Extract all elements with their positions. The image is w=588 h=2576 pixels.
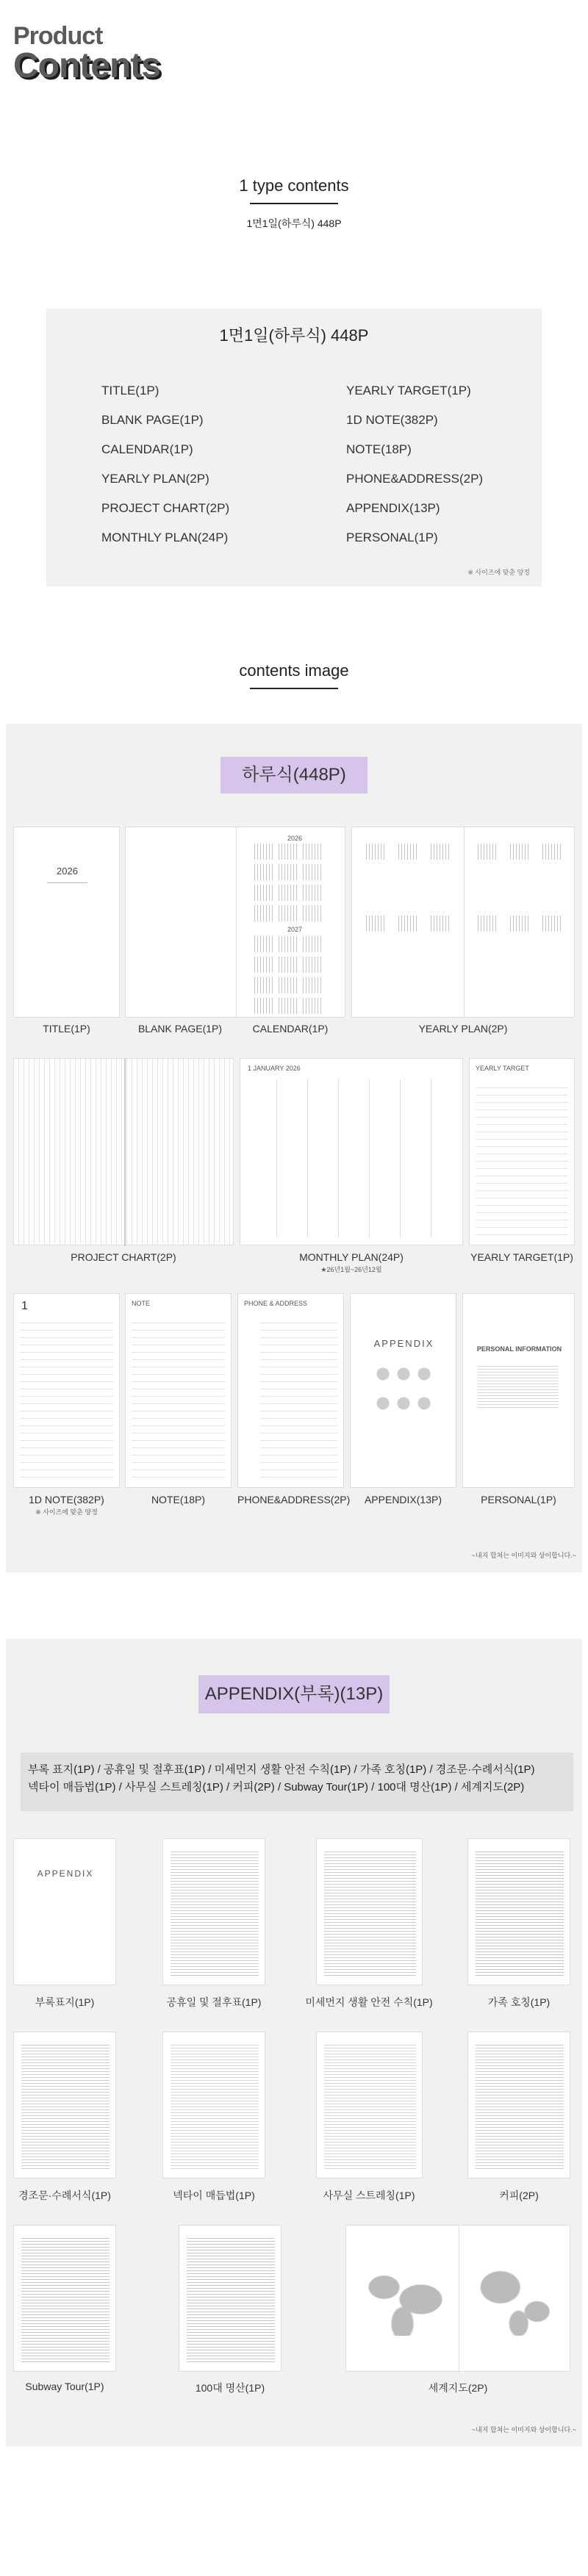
header-contents: Contents xyxy=(13,46,160,85)
appx-family-thumb xyxy=(467,1838,570,1985)
cap-1d-note-sub: ※ 사이즈에 맞춘 양정 xyxy=(35,1508,98,1516)
appendix-list-bar xyxy=(21,1752,573,1811)
appendix-thumb-head: APPENDIX xyxy=(373,1338,434,1349)
cap-yearly-target: YEARLY TARGET(1P) xyxy=(470,1251,573,1263)
monthly-plan-thumb xyxy=(240,1058,463,1245)
cap-appendix: APPENDIX(13P) xyxy=(364,1494,442,1505)
calendar-spread-thumb xyxy=(125,827,345,1018)
spec-item: YEARLY TARGET(1P) xyxy=(346,384,471,397)
spec-item: TITLE(1P) xyxy=(101,384,159,397)
appx-cap: 사무실 스트레칭(1P) xyxy=(323,2190,415,2201)
spec-left-list xyxy=(101,376,229,553)
appx-cap: Subway Tour(1P) xyxy=(25,2381,104,2392)
appx-cap: 경조문·수례서식(1P) xyxy=(18,2190,111,2201)
appx-cap: 부록표지(1P) xyxy=(35,1996,95,2008)
appx-holiday-thumb xyxy=(162,1838,265,1985)
cap-monthly-plan: MONTHLY PLAN(24P) xyxy=(299,1251,404,1263)
appendix-list-line2: 넥타이 매듭법(1P) / 사무실 스트레칭(1P) / 커피(2P) / Subway Tour(1P) / 100대 명산(1P) / 세계지도(2P) xyxy=(28,1781,525,1794)
note-thumb xyxy=(125,1293,232,1488)
appendix-footnote: ~내지 합쳐는 이미지와 상이합니다.~ xyxy=(471,2426,576,2433)
appx-cap: 공휴일 및 절후표(1P) xyxy=(166,1996,262,2008)
cap-1d-note: 1D NOTE(382P) xyxy=(29,1494,104,1505)
cal-year-2: 2027 xyxy=(287,926,303,933)
spec-item: YEARLY PLAN(2P) xyxy=(101,472,209,486)
appx-cap: 세계지도(2P) xyxy=(428,2382,488,2394)
project-chart-thumb xyxy=(13,1058,234,1245)
phone-head: PHONE & ADDRESS xyxy=(244,1300,308,1307)
appx-dust-thumb xyxy=(316,1838,423,1985)
spec-item: MONTHLY PLAN(24P) xyxy=(101,530,229,544)
note-head: NOTE xyxy=(132,1300,151,1307)
spec-box-title: 1면1일(하루식) 448P xyxy=(219,326,369,345)
spec-item: PROJECT CHART(2P) xyxy=(101,501,230,515)
cap-phone: PHONE&ADDRESS(2P) xyxy=(237,1494,351,1505)
spec-box-note: ※ 사이즈에 맞춘 양정 xyxy=(467,569,530,576)
spec-box xyxy=(46,309,542,586)
appx-cover-thumb xyxy=(13,1838,116,1985)
header-product: Product xyxy=(13,22,103,50)
cap-title: TITLE(1P) xyxy=(43,1023,90,1035)
appx-subway-thumb xyxy=(13,2225,116,2372)
title-page-year: 2026 xyxy=(57,866,78,877)
appx-coffee-thumb xyxy=(467,2032,570,2179)
appx-cap: 넥타이 매듭법(1P) xyxy=(173,2190,255,2201)
image-footnote: ~내지 합쳐는 이미지와 상이합니다.~ xyxy=(471,1552,576,1559)
appx-worldmap-thumb xyxy=(345,2225,570,2372)
appx-mountain-thumb xyxy=(179,2225,282,2372)
appx-cover-head: APPENDIX xyxy=(37,1868,94,1879)
cap-project-chart: PROJECT CHART(2P) xyxy=(71,1251,176,1263)
image-section-underline xyxy=(250,688,338,689)
spec-right-list xyxy=(346,376,483,553)
cap-personal: PERSONAL(1P) xyxy=(481,1494,556,1505)
cap-blank: BLANK PAGE(1P) xyxy=(137,1023,223,1035)
type-section-title: 1 type contents xyxy=(239,176,349,195)
spread-gutter xyxy=(236,827,237,1018)
cap-note: NOTE(18P) xyxy=(151,1494,206,1505)
cap-monthly-sub: ★26년1월~26년12월 xyxy=(320,1266,382,1273)
appendix-pill: APPENDIX(부록)(13P) xyxy=(198,1675,390,1713)
type-section-underline xyxy=(250,203,338,204)
title-page-thumb xyxy=(13,827,120,1018)
appendix-thumb xyxy=(350,1293,456,1488)
personal-thumb xyxy=(462,1293,575,1488)
spec-item: CALENDAR(1P) xyxy=(101,442,193,456)
appx-stretch-thumb xyxy=(316,2032,423,2179)
type-section-subtitle: 1면1일(하루식) 448P xyxy=(246,217,342,229)
spec-item: PERSONAL(1P) xyxy=(346,530,438,544)
personal-head: PERSONAL INFORMATION xyxy=(476,1345,562,1353)
appx-necktie-thumb xyxy=(162,2032,265,2179)
yearly-target-thumb xyxy=(469,1058,575,1245)
cap-calendar: CALENDAR(1P) xyxy=(252,1023,329,1035)
spec-item: APPENDIX(13P) xyxy=(346,501,440,515)
daily-note-thumb: 1 xyxy=(13,1293,120,1488)
appx-condolence-thumb xyxy=(13,2032,116,2179)
cap-yearly-plan: YEARLY PLAN(2P) xyxy=(418,1023,508,1035)
appx-cap: 미세먼지 생활 안전 수칙(1P) xyxy=(305,1996,433,2008)
appx-cap: 100대 명산(1P) xyxy=(195,2382,265,2394)
appendix-list-line1: 부록 표지(1P) / 공휴일 및 절후표(1P) / 미세먼지 생활 안전 수칙(1P) / 가족 호칭(1P) / 경조문·수례서식(1P) xyxy=(28,1763,535,1776)
yearly-target-head: YEARLY TARGET xyxy=(476,1065,529,1072)
spec-item: PHONE&ADDRESS(2P) xyxy=(346,472,484,486)
yearly-plan-thumb xyxy=(351,827,575,1018)
daily-pill: 하루식(448P) xyxy=(220,757,368,794)
appx-cap: 커피(2P) xyxy=(499,2190,539,2201)
phone-address-thumb xyxy=(237,1293,344,1488)
image-section-title: contents image xyxy=(239,661,349,680)
title-page-text xyxy=(47,880,87,883)
spec-item: 1D NOTE(382P) xyxy=(346,413,438,427)
spec-item: BLANK PAGE(1P) xyxy=(101,413,204,427)
appx-cap: 가족 호칭(1P) xyxy=(487,1996,551,2008)
monthly-head: 1 JANUARY 2026 xyxy=(248,1065,301,1072)
spec-item: NOTE(18P) xyxy=(346,442,412,456)
cal-year-1: 2026 xyxy=(287,835,303,842)
